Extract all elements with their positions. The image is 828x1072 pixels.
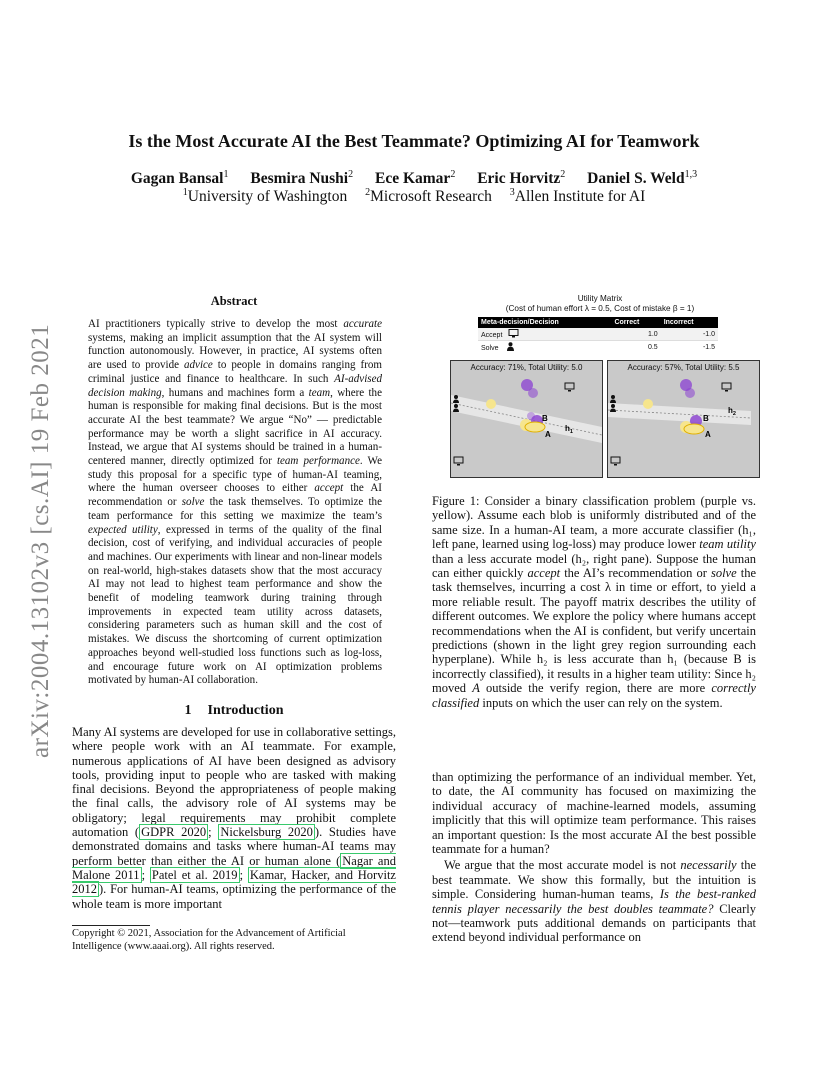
citation-link[interactable]: Kamar, Hacker, and Horvitz 2012	[72, 867, 396, 897]
hyperplane-label: $h_1$	[565, 424, 573, 435]
table-row	[478, 341, 718, 354]
panel-h1	[450, 360, 603, 478]
yellow-blob	[643, 399, 653, 409]
point-a-label: A	[705, 430, 711, 439]
citation-link[interactable]: Patel et al. 2019	[151, 867, 238, 882]
table-header: Meta-decision/Decision	[478, 317, 611, 328]
computer-icon	[565, 383, 574, 392]
author-list	[0, 170, 828, 188]
section-heading-introduction: 1 Introduction	[184, 703, 284, 718]
arxiv-id-text: arXiv:2004.13102v3 [cs.AI] 19 Feb 2021	[27, 323, 54, 758]
author: Gagan Bansal$^1$	[130, 169, 229, 187]
affiliation: $^2$Microsoft Research	[365, 187, 492, 205]
purple-blob	[685, 388, 695, 398]
table-cell: 1.0	[611, 328, 660, 341]
hyperplane-label: $h_2$	[728, 406, 736, 417]
computer-icon	[722, 383, 731, 392]
point-a-label: A	[545, 430, 551, 439]
purple-blob	[527, 412, 535, 420]
affiliation-list	[0, 188, 828, 206]
point-a-marker	[525, 422, 545, 432]
author: Ece Kamar$^2$	[374, 169, 456, 187]
table-header-row	[478, 317, 718, 328]
panel-h2-plot	[608, 361, 751, 477]
panel-accuracy-label: Accuracy: 71%, Total Utility: 5.0	[470, 363, 583, 372]
intro-paragraph: Many AI systems are developed for use in collaborative settings, where people work with an AI teammate. For example, numerous applications of AI have been designed as advisory tools, providing input to people who are tasked with making final decisions. Beyond the appropriateness of people making the final calls, the advisory role of AI systems may be obligatory; legal requirements may prohibit complete automation ( GDPR 2020 ; Nickelsburg 2020 ). Studies have demonstrated domains and tasks where human-AI teams may perform better than either the AI or human alone ( Nagar and Malone 2011 ; Patel et al. 2019 ; Kamar, Hacker, and Horvitz 2012 ). For human-AI teams, optimizing the performance of the whole team is more important	[72, 725, 396, 911]
table-cell: Solve	[478, 341, 611, 354]
yellow-blob	[486, 399, 496, 409]
utility-matrix-title: Utility Matrix (Cost of human effort λ = 0.5, Cost of mistake β = 1)	[505, 294, 695, 313]
computer-icon	[611, 457, 620, 466]
author: Eric Horvitz$^2$	[477, 169, 566, 187]
panel-h2	[607, 360, 760, 478]
utility-matrix-table	[478, 317, 718, 353]
author: Besmira Nushi$^2$	[250, 169, 354, 187]
intro-continued	[432, 770, 756, 945]
table-row	[478, 328, 718, 341]
citation-link[interactable]: GDPR 2020	[141, 825, 207, 840]
copyright-footnote: Copyright © 2021, Association for the Advancement of Artificial Intelligence (www.aaai.org). All rights reserved.	[72, 928, 346, 952]
affiliation: $^3$Allen Institute for AI	[509, 187, 646, 205]
table-cell: 0.5	[647, 343, 658, 351]
table-header: Correct	[611, 317, 660, 328]
point-b-label: B	[542, 414, 548, 423]
figure-caption: Figure 1: Consider a binary classification problem (purple vs. yellow). Assume each blob is uniformly distributed and of the same size. In a human-AI team, a more accurate classifier (h₁, left pane, learned using log-loss) may produce lower team utility than a less accurate model (h₂, right pane). Suppose the human can either quickly accept the AI’s recommendation or solve the task themselves, incurring a cost λ in time or effort, to yield a more reliable result. The payoff matrix describes the utility of different outcomes. We explore the policy where humans accept recommendations when the AI is confident, but verify uncertain predictions (shown in the light grey region surrounding each hyperplane). While h₂ is less accurate than h₁ (because B is incorrectly classified), it results in a higher team utility: Since h₂ moved A outside the verify region, there are more correctly classified inputs on which the user can rely on the system.	[432, 494, 757, 710]
panel-h1-plot	[451, 361, 602, 477]
affiliation: $^1$University of Washington	[182, 187, 348, 205]
point-a-marker	[684, 424, 704, 434]
person-icon	[506, 342, 515, 351]
citation-link[interactable]: Nickelsburg 2020	[220, 825, 313, 840]
person-icon	[610, 395, 616, 403]
table-cell: Accept	[478, 328, 611, 341]
body-paragraph: We argue that the most accurate model is not necessarily the best teammate. We show this formally, but the intuition is simple. Considering human-human teams, Is the best-ranked tennis player necessarily the best doubles teammate? Clearly not—teamwork puts additional demands on participants that extend beyond individual performance on	[432, 858, 756, 945]
paper-title: Is the Most Accurate AI the Best Teammate? Optimizing AI for Teamwork	[128, 131, 700, 151]
panel-accuracy-label: Accuracy: 57%, Total Utility: 5.5	[627, 363, 740, 372]
table-cell: -1.0	[661, 328, 718, 341]
purple-blob	[528, 388, 538, 398]
arxiv-identifier	[14, 300, 62, 760]
figure-1	[450, 294, 750, 484]
computer-icon	[454, 457, 463, 466]
computer-icon	[508, 329, 519, 338]
abstract-heading: Abstract	[210, 294, 258, 308]
footnote-divider	[72, 925, 150, 926]
body-paragraph: than optimizing the performance of an individual member. Yet, to date, the AI community has focused on maximizing the individual accuracy of machine-learned models, assuming implicitly that this will optimize team performance. This raises an important question: Is the most accurate AI the best possible teammate for a human?	[432, 770, 756, 857]
point-b-label: B	[703, 414, 709, 423]
abstract-text: AI practitioners typically strive to develop the most accurate systems, making an implicit assumption that the AI system will function autonomously. However, in practice, AI systems often are used to provide advice to people in domains ranging from criminal justice and finance to healthcare. In such AI-advised decision making, humans and machines form a team, where the human is responsible for making final decisions. But is the most accurate AI the best teammate? We argue “No” — predictable performance may be worth a slight sacrifice in AI accuracy. Instead, we argue that AI systems should be trained in a human-centered manner, directly optimized for team performance. We study this proposal for a specific type of human-AI teaming, where the human overseer chooses to either accept the AI recommendation or solve the task themselves. To optimize the team performance for this setting we maximize the team’s expected utility, expressed in terms of the quality of the final decision, cost of verifying, and individual accuracies of people and machines. Our experiments with linear and non-linear models on real-world, high-stakes datasets show that the most accuracy AI may not lead to highest team performance and show the benefit of modeling teamwork during training through improvements in expected team utility across datasets, considering parameters such as human skill and the cost of mistakes. We discuss the shortcoming of current optimization approaches beyond well-studied loss functions such as log-loss, and encourage future work on AI optimization problems motivated by human-AI collaboration.	[88, 318, 382, 687]
author: Daniel S. Weld$^{1,3}$	[587, 169, 698, 187]
citation-link[interactable]: Nagar and Malone 2011	[72, 853, 396, 882]
table-header: Incorrect	[661, 317, 718, 328]
table-cell: -1.5	[702, 343, 715, 351]
